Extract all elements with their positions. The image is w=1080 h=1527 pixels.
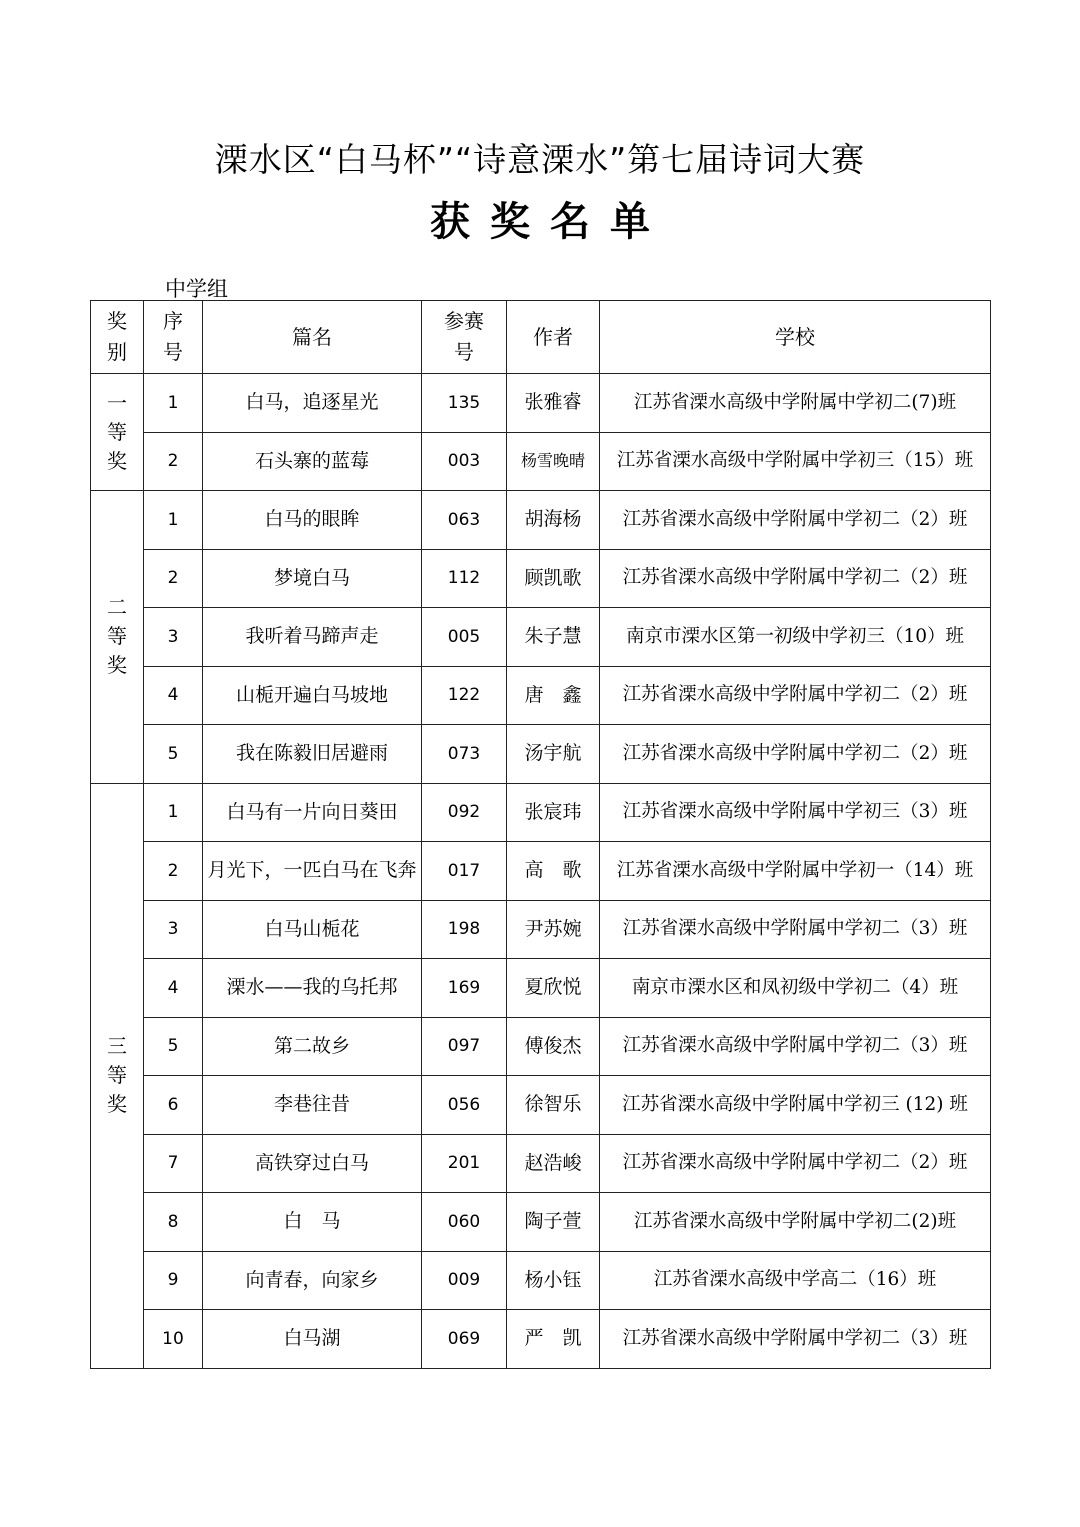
entry-no-cell: 017 [422, 842, 507, 901]
seq-cell: 5 [144, 725, 203, 784]
seq-cell: 5 [144, 1017, 203, 1076]
title-cell: 第二故乡 [203, 1017, 422, 1076]
title-cell: 石头寨的蓝莓 [203, 432, 422, 491]
entry-no-cell: 063 [422, 491, 507, 550]
seq-cell: 2 [144, 432, 203, 491]
author-cell: 夏欣悦 [507, 959, 600, 1018]
school-cell: 江苏省溧水高级中学附属中学初二（2）班 [600, 1134, 991, 1193]
table-row [91, 1017, 991, 1076]
table-header-row [91, 301, 991, 374]
award-level-label: 二等奖 [107, 595, 127, 678]
table-row [91, 491, 991, 550]
school-cell: 江苏省溧水高级中学附属中学初一（14）班 [600, 842, 991, 901]
entry-no-cell: 069 [422, 1310, 507, 1369]
entry-no-cell: 201 [422, 1134, 507, 1193]
table-row [91, 900, 991, 959]
header-school: 学校 [600, 301, 991, 374]
seq-cell: 1 [144, 783, 203, 842]
school-cell: 江苏省溧水高级中学附属中学初二（3）班 [600, 1310, 991, 1369]
table-row [91, 1251, 991, 1310]
entry-no-cell: 009 [422, 1251, 507, 1310]
title-cell: 溧水——我的乌托邦 [203, 959, 422, 1018]
seq-cell: 1 [144, 374, 203, 433]
seq-cell: 6 [144, 1076, 203, 1135]
title-cell: 我听着马蹄声走 [203, 608, 422, 667]
table-row [91, 549, 991, 608]
entry-no-cell: 056 [422, 1076, 507, 1135]
seq-cell: 7 [144, 1134, 203, 1193]
entry-no-cell: 122 [422, 666, 507, 725]
seq-cell: 3 [144, 900, 203, 959]
entry-no-cell: 198 [422, 900, 507, 959]
header-title: 篇名 [203, 301, 422, 374]
seq-cell: 2 [144, 842, 203, 901]
table-row [91, 959, 991, 1018]
author-cell: 胡海杨 [507, 491, 600, 550]
seq-cell: 8 [144, 1193, 203, 1252]
school-cell: 江苏省溧水高级中学附属中学初二（3）班 [600, 900, 991, 959]
title-cell: 山栀开遍白马坡地 [203, 666, 422, 725]
title-cell: 高铁穿过白马 [203, 1134, 422, 1193]
seq-cell: 4 [144, 666, 203, 725]
title-cell: 白 马 [203, 1193, 422, 1252]
school-cell: 江苏省溧水高级中学附属中学初二（2）班 [600, 549, 991, 608]
school-cell: 江苏省溧水高级中学附属中学初二（3）班 [600, 1017, 991, 1076]
title-cell: 白马有一片向日葵田 [203, 783, 422, 842]
school-cell: 南京市溧水区和凤初级中学初二（4）班 [600, 959, 991, 1018]
entry-no-cell: 073 [422, 725, 507, 784]
entry-no-cell: 112 [422, 549, 507, 608]
header-seq-text: 序号 [163, 309, 183, 364]
award-level-cell [91, 783, 144, 1368]
title-cell: 白马的眼眸 [203, 491, 422, 550]
header-award [91, 301, 144, 374]
author-cell: 朱子慧 [507, 608, 600, 667]
seq-cell: 4 [144, 959, 203, 1018]
table-row [91, 608, 991, 667]
seq-cell: 3 [144, 608, 203, 667]
award-level-cell [91, 491, 144, 784]
author-cell: 赵浩峻 [507, 1134, 600, 1193]
award-level-label: 三等奖 [107, 1034, 127, 1116]
author-cell: 徐智乐 [507, 1076, 600, 1135]
table-row [91, 725, 991, 784]
author-cell: 汤宇航 [507, 725, 600, 784]
school-cell: 江苏省溧水高级中学附属中学初三（15）班 [600, 432, 991, 491]
entry-no-cell: 169 [422, 959, 507, 1018]
entry-no-cell: 097 [422, 1017, 507, 1076]
school-cell: 江苏省溧水高级中学高二（16）班 [600, 1251, 991, 1310]
title-cell: 我在陈毅旧居避雨 [203, 725, 422, 784]
header-entry-no-text: 参赛号 [444, 309, 484, 364]
seq-cell: 2 [144, 549, 203, 608]
author-cell: 高 歌 [507, 842, 600, 901]
entry-no-cell: 060 [422, 1193, 507, 1252]
table-row [91, 374, 991, 433]
author-cell: 尹苏婉 [507, 900, 600, 959]
school-cell: 江苏省溧水高级中学附属中学初三（3）班 [600, 783, 991, 842]
school-cell: 江苏省溧水高级中学附属中学初三 (12) 班 [600, 1076, 991, 1135]
table-row [91, 1076, 991, 1135]
title-cell: 向青春，向家乡 [203, 1251, 422, 1310]
award-level-cell [91, 374, 144, 491]
table-row [91, 1193, 991, 1252]
header-award-text: 奖别 [107, 309, 127, 364]
author-cell: 唐 鑫 [507, 666, 600, 725]
header-author: 作者 [507, 301, 600, 374]
school-cell: 江苏省溧水高级中学附属中学初二（2）班 [600, 491, 991, 550]
title-cell: 白马，追逐星光 [203, 374, 422, 433]
header-seq [144, 301, 203, 374]
table-row [91, 432, 991, 491]
title-cell: 李巷往昔 [203, 1076, 422, 1135]
title-cell: 白马湖 [203, 1310, 422, 1369]
seq-cell: 9 [144, 1251, 203, 1310]
seq-cell: 10 [144, 1310, 203, 1369]
table-row [91, 842, 991, 901]
school-cell: 江苏省溧水高级中学附属中学初二(2)班 [600, 1193, 991, 1252]
table-row [91, 666, 991, 725]
seq-cell: 1 [144, 491, 203, 550]
group-label: 中学组 [165, 277, 228, 301]
author-cell: 杨雪晚晴 [507, 432, 600, 491]
author-cell: 严 凯 [507, 1310, 600, 1369]
author-cell: 杨小钰 [507, 1251, 600, 1310]
title-cell: 月光下，一匹白马在飞奔 [203, 842, 422, 901]
title-cell: 白马山栀花 [203, 900, 422, 959]
table-row [91, 1310, 991, 1369]
author-cell: 顾凯歌 [507, 549, 600, 608]
author-cell: 傅俊杰 [507, 1017, 600, 1076]
school-cell: 南京市溧水区第一初级中学初三（10）班 [600, 608, 991, 667]
school-cell: 江苏省溧水高级中学附属中学初二(7)班 [600, 374, 991, 433]
entry-no-cell: 092 [422, 783, 507, 842]
header-entry-no [422, 301, 507, 374]
document-title: 溧水区“白马杯”“诗意溧水”第七届诗词大赛 [214, 140, 866, 179]
award-level-label: 一等奖 [107, 390, 127, 473]
table-row [91, 1134, 991, 1193]
entry-no-cell: 003 [422, 432, 507, 491]
author-cell: 张宸玮 [507, 783, 600, 842]
school-cell: 江苏省溧水高级中学附属中学初二（2）班 [600, 666, 991, 725]
entry-no-cell: 005 [422, 608, 507, 667]
document-subtitle: 获奖名单 [430, 199, 670, 245]
entry-no-cell: 135 [422, 374, 507, 433]
awards-table [90, 300, 991, 1369]
author-cell: 陶子萱 [507, 1193, 600, 1252]
title-cell: 梦境白马 [203, 549, 422, 608]
author-cell: 张雅睿 [507, 374, 600, 433]
table-row [91, 783, 991, 842]
school-cell: 江苏省溧水高级中学附属中学初二（2）班 [600, 725, 991, 784]
